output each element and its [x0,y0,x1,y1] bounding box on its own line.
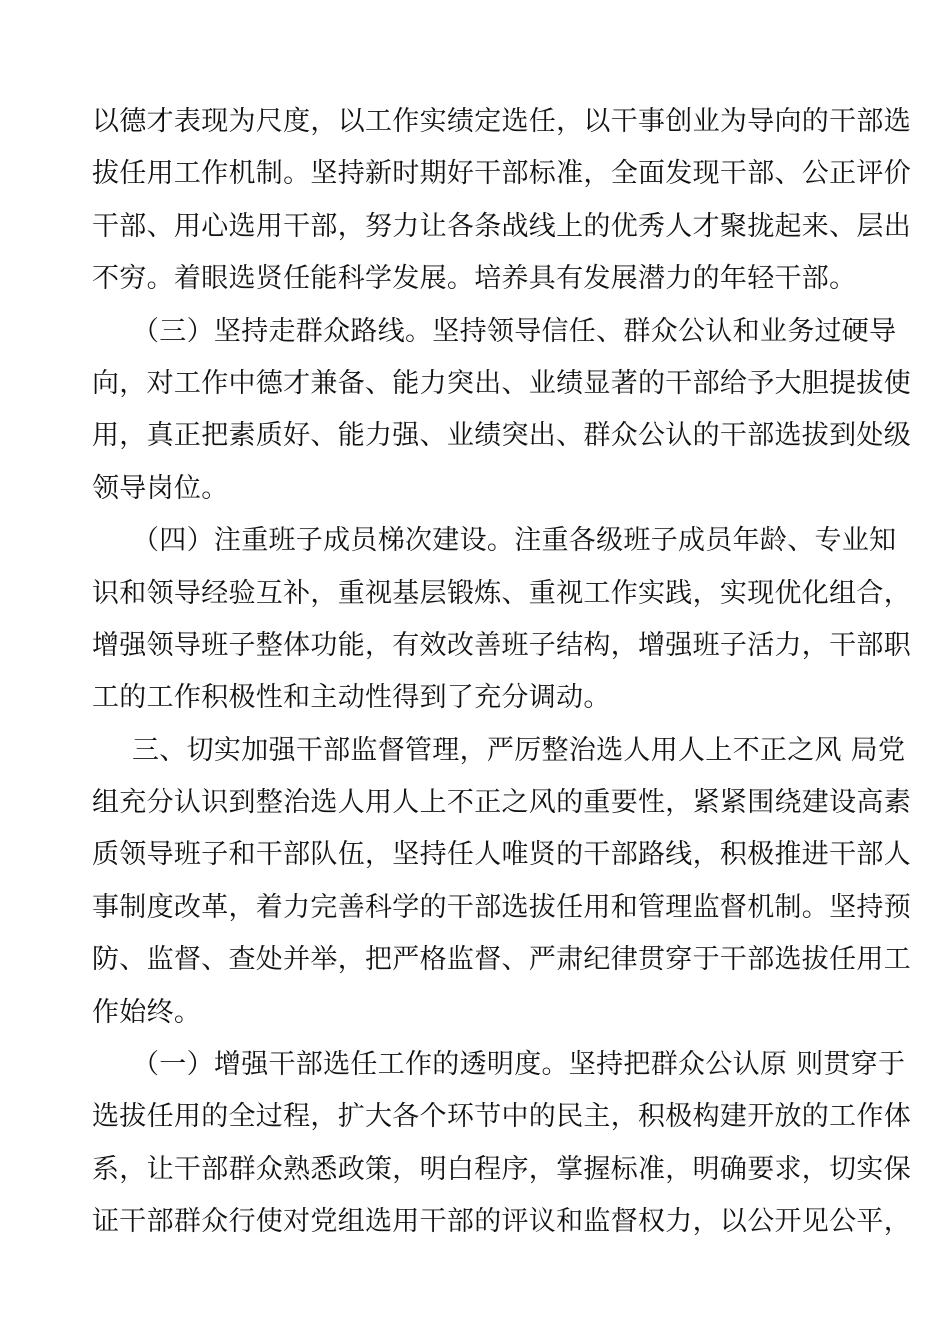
text-line: 质领导班子和干部队伍，坚持任人唯贤的干部路线，积极推进干部人 [92,839,911,871]
text-line: 选拔任用的全过程，扩大各个环节中的民主，积极构建开放的工作体 [92,1101,911,1133]
paragraph-section-3 [92,306,911,516]
text-line: 用，真正把素质好、能力强、业绩突出、群众公认的干部选拔到处级 [92,420,911,452]
text-line: （一）增强干部选任工作的透明度。坚持把群众公认原 则贯穿于 [132,1049,906,1081]
text-line: 作始终。 [92,996,202,1028]
text-line: 增强领导班子整体功能，有效改善班子结构，增强班子活力，干部职 [92,629,911,661]
paragraph-part-three [92,725,911,1039]
text-line: 领导岗位。 [92,472,229,504]
text-line: 事制度改革，着力完善科学的干部选拔任用和管理监督机制。坚持预 [92,891,911,923]
text-line: 证干部群众行使对党组选用干部的评议和监督权力，以公开见公平， [92,1206,911,1238]
document-body [92,96,911,1249]
text-line: 防、监督、查处并举，把严格监督、严肃纪律贯穿于干部选拔任用工 [92,944,911,976]
text-line: 组充分认识到整治选人用人上不正之风的重要性，紧紧围绕建设高素 [92,787,911,819]
text-line: （四）注重班子成员梯次建设。注重各级班子成员年龄、专业知 [132,525,897,557]
text-line: 干部、用心选用干部，努力让各条战线上的优秀人才聚拢起来、层出 [92,210,911,242]
text-line: 以德才表现为尺度，以工作实绩定选任，以干事创业为导向的干部选 [92,106,911,137]
paragraph-section-4 [92,515,911,725]
paragraph-continuation [92,96,911,306]
text-line: （三）坚持走群众路线。坚持领导信任、群众公认和业务过硬导 [132,315,897,347]
text-line: 三、切实加强干部监督管理，严厉整治选人用人上不正之风 局党 [132,734,906,766]
text-line: 系，让干部群众熟悉政策，明白程序，掌握标准，明确要求，切实保 [92,1153,911,1185]
text-line: 识和领导经验互补，重视基层锻炼、重视工作实践，实现优化组合， [92,577,911,609]
text-line: 不穷。着眼选贤任能科学发展。培养具有发展潜力的年轻干部。 [92,263,857,295]
text-line: 拔任用工作机制。坚持新时期好干部标准，全面发现干部、公正评价 [92,158,911,190]
paragraph-section-1 [92,1039,911,1249]
text-line: 向，对工作中德才兼备、能力突出、业绩显著的干部给予大胆提拔使 [92,367,911,399]
text-line: 工的工作积极性和主动性得到了充分调动。 [92,682,611,714]
